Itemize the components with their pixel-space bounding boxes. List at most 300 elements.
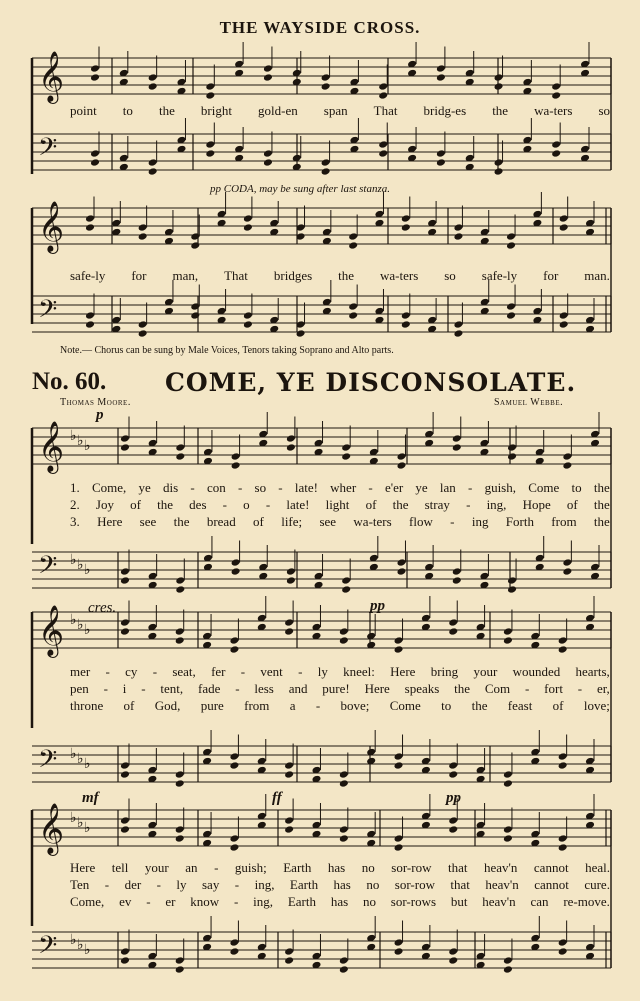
- note-head: [231, 567, 241, 576]
- flat-icon: ♭: [70, 932, 77, 948]
- lyric-syllable: sor-row: [394, 877, 435, 892]
- note-head: [175, 825, 185, 834]
- lyric-syllable: the: [157, 497, 174, 512]
- note-head: [175, 585, 185, 594]
- lyric-syllable: Here: [390, 664, 416, 679]
- note-head: [138, 320, 148, 329]
- note-head: [175, 636, 185, 645]
- note-head: [378, 149, 388, 158]
- note-head: [448, 816, 458, 825]
- lyric-syllable: Com: [484, 681, 511, 696]
- lyric-syllable: know: [190, 894, 220, 909]
- note-head: [284, 947, 294, 956]
- note-head: [229, 843, 239, 852]
- note-head: [339, 770, 349, 779]
- note-head: [229, 645, 239, 654]
- note-head: [348, 302, 358, 311]
- lyric-syllable: for: [543, 268, 559, 283]
- note-head: [562, 461, 572, 470]
- note-head: [190, 311, 200, 320]
- lyric-syllable: say: [202, 877, 220, 892]
- lyric-syllable: tell: [111, 860, 129, 875]
- lyric-syllable: -: [156, 877, 161, 892]
- note-head: [394, 947, 404, 956]
- note-head: [120, 567, 130, 576]
- note-head: [120, 825, 130, 834]
- lyric-syllable: the: [593, 497, 610, 512]
- lyric-syllable: Come,: [70, 894, 105, 909]
- note-head: [506, 302, 516, 311]
- lyric-syllable: the: [471, 698, 488, 713]
- lyric-syllable: That: [373, 103, 398, 118]
- lyric-syllable: er,: [596, 681, 610, 696]
- note-head: [448, 825, 458, 834]
- note-head: [339, 834, 349, 843]
- note-head: [394, 761, 404, 770]
- note-head: [394, 752, 404, 761]
- lyric-syllable: the: [158, 103, 175, 118]
- lyric-syllable: ye: [138, 480, 151, 495]
- lyric-syllable: Forth: [505, 514, 534, 529]
- lyric-syllable: -: [214, 860, 219, 875]
- lyric-syllable: Here: [364, 681, 390, 696]
- lyric-syllable: -: [368, 480, 373, 495]
- lyric-syllable: to: [441, 698, 452, 713]
- note-head: [138, 329, 148, 338]
- lyric-syllable: Come: [528, 480, 560, 495]
- note-head: [453, 320, 463, 329]
- lyric-syllable: e'er: [384, 480, 404, 495]
- lyric-syllable: safe-ly: [70, 268, 106, 283]
- flat-icon: ♭: [70, 612, 77, 628]
- note-head: [401, 214, 411, 223]
- lyric-syllable: i: [122, 681, 127, 696]
- note-head: [284, 618, 294, 627]
- lyric-syllable: Ten: [70, 877, 90, 892]
- note-head: [120, 443, 130, 452]
- note-head: [396, 452, 406, 461]
- note-head: [243, 223, 253, 232]
- note-head: [85, 223, 95, 232]
- note-head: [120, 761, 130, 770]
- lyric-syllable: Joy: [95, 497, 114, 512]
- note-head: [341, 576, 351, 585]
- lyric-syllable: sor-row: [391, 860, 432, 875]
- lyric-syllable: God,: [154, 698, 181, 713]
- lyric-syllable: cannot: [534, 877, 569, 892]
- note-head: [448, 770, 458, 779]
- note-head: [558, 636, 568, 645]
- note-head: [503, 779, 513, 788]
- lyric-syllable: has: [330, 894, 349, 909]
- lyric-syllable: the: [392, 497, 409, 512]
- lyric-syllable: the: [338, 268, 355, 283]
- lyric-syllable: -: [152, 664, 158, 679]
- lyric-syllable: -: [315, 698, 321, 713]
- lyric-syllable: bridges: [273, 268, 313, 283]
- lyric-syllable: sor-rows: [390, 894, 437, 909]
- coda-direction: pp CODA, may be sung after last stanza.: [210, 183, 390, 195]
- lyric-syllable: Come: [389, 698, 421, 713]
- note-head: [120, 956, 130, 965]
- note-head: [339, 956, 349, 965]
- lyric-syllable: bridg-es: [423, 103, 467, 118]
- note-head: [562, 452, 572, 461]
- note-head: [175, 452, 185, 461]
- note-head: [339, 627, 349, 636]
- note-head: [348, 241, 358, 250]
- flat-icon: ♭: [77, 751, 84, 767]
- note-head: [120, 627, 130, 636]
- lyric-syllable: Earth: [283, 860, 312, 875]
- note-head: [494, 73, 504, 82]
- note-head: [231, 461, 241, 470]
- note-head: [284, 825, 294, 834]
- lyric-syllable: of: [123, 698, 135, 713]
- lyric-syllable: ing,: [254, 877, 275, 892]
- lyric-syllable: your: [144, 860, 169, 875]
- note-head: [562, 558, 572, 567]
- lyric-syllable: of: [566, 497, 578, 512]
- note-head: [453, 329, 463, 338]
- wayside-lyrics-2: [70, 268, 610, 284]
- lyric-syllable: -: [222, 497, 228, 512]
- lyric-syllable: re-move.: [563, 894, 610, 909]
- note-head: [396, 558, 406, 567]
- lyric-syllable: -: [235, 681, 240, 696]
- note-head: [506, 232, 516, 241]
- hymn-number: No. 60.: [32, 368, 107, 395]
- poet-credit: Thomas Moore.: [60, 397, 131, 408]
- note-head: [229, 947, 239, 956]
- lyric-syllable: Come,: [91, 480, 127, 495]
- lyric-syllable: cure.: [584, 877, 610, 892]
- note-head: [321, 158, 331, 167]
- flat-icon: ♭: [77, 617, 84, 633]
- dynamic-cres: cres.: [88, 600, 117, 616]
- lyric-syllable: heal.: [585, 860, 610, 875]
- flat-icon: ♭: [70, 552, 77, 568]
- lyric-syllable: safe-ly: [481, 268, 518, 283]
- lyric-syllable: fort: [544, 681, 563, 696]
- lyric-syllable: can: [530, 894, 549, 909]
- lyric-syllable: late!: [294, 480, 318, 495]
- note-head: [321, 73, 331, 82]
- lyric-syllable: of: [253, 514, 264, 529]
- lyric-syllable: speaks: [404, 681, 440, 696]
- note-head: [452, 434, 462, 443]
- note-head: [286, 434, 296, 443]
- wayside-lyrics-1: [70, 103, 610, 119]
- lyric-syllable: but: [450, 894, 468, 909]
- note-head: [85, 311, 95, 320]
- note-head: [507, 585, 517, 594]
- lyric-syllable: fer: [211, 664, 226, 679]
- lyric-syllable: heav'n: [485, 877, 519, 892]
- lyric-syllable: that: [450, 877, 470, 892]
- note-head: [559, 320, 569, 329]
- lyric-syllable: heav'n: [484, 860, 518, 875]
- note-head: [284, 816, 294, 825]
- note-head: [453, 223, 463, 232]
- lyric-syllable: ing,: [253, 894, 274, 909]
- note-head: [284, 956, 294, 965]
- lyric-syllable: the: [593, 480, 610, 495]
- bass-clef-icon: 𝄢: [38, 931, 58, 966]
- note-head: [559, 214, 569, 223]
- lyric-syllable: -: [141, 681, 146, 696]
- note-head: [175, 956, 185, 965]
- note-head: [341, 585, 351, 594]
- note-head: [558, 752, 568, 761]
- lyric-syllable: ing,: [486, 497, 507, 512]
- note-head: [394, 938, 404, 947]
- dynamic-ff: ff: [272, 790, 282, 806]
- note-head: [205, 91, 215, 100]
- note-head: [263, 73, 273, 82]
- note-head: [321, 167, 331, 176]
- verse-1-line-3: [70, 860, 610, 876]
- note-head: [551, 149, 561, 158]
- note-head: [436, 149, 446, 158]
- lyric-syllable: bread: [206, 514, 236, 529]
- lyric-syllable: see: [139, 514, 157, 529]
- lyric-syllable: ly: [176, 877, 187, 892]
- note-head: [562, 567, 572, 576]
- lyric-syllable: pure: [200, 698, 224, 713]
- note-head: [558, 761, 568, 770]
- lyric-syllable: has: [333, 877, 351, 892]
- dynamic-pp-2: pp: [446, 790, 461, 806]
- note-head: [503, 956, 513, 965]
- lyric-syllable: pure!: [322, 681, 350, 696]
- bass-clef-icon: 𝄢: [38, 133, 58, 168]
- hymn-title: COME, YE DISCONSOLATE.: [165, 368, 577, 397]
- lyric-syllable: der: [124, 877, 142, 892]
- note-head: [507, 452, 517, 461]
- note-head: [243, 214, 253, 223]
- note-head: [120, 816, 130, 825]
- lyric-syllable: that: [447, 860, 468, 875]
- lyric-syllable: That: [224, 268, 248, 283]
- note-head: [558, 834, 568, 843]
- treble-clef-icon: 𝄞: [38, 421, 65, 472]
- note-head: [559, 223, 569, 232]
- lyric-syllable: a: [289, 698, 296, 713]
- note-head: [507, 443, 517, 452]
- lyric-syllable: 1.: [70, 480, 80, 495]
- verse-1-line-2: [70, 664, 610, 680]
- lyric-syllable: ing: [471, 514, 489, 529]
- lyric-syllable: -: [278, 480, 283, 495]
- note-head: [503, 965, 513, 974]
- lyric-syllable: no: [362, 894, 376, 909]
- note-head: [378, 91, 388, 100]
- lyric-syllable: -: [190, 480, 195, 495]
- note-head: [506, 311, 516, 320]
- note-head: [394, 834, 404, 843]
- flat-icon: ♭: [70, 428, 77, 444]
- note-head: [436, 64, 446, 73]
- note-head: [175, 770, 185, 779]
- note-head: [494, 167, 504, 176]
- note-head: [341, 443, 351, 452]
- dynamic-pp-1: pp: [370, 598, 385, 614]
- note-head: [394, 645, 404, 654]
- note-head: [284, 761, 294, 770]
- note-head: [339, 965, 349, 974]
- note-head: [378, 140, 388, 149]
- lyric-syllable: 3.: [70, 514, 80, 529]
- note-head: [348, 311, 358, 320]
- note-head: [229, 938, 239, 947]
- lyric-syllable: bove;: [340, 698, 370, 713]
- note-head: [205, 82, 215, 91]
- lyric-syllable: flow: [409, 514, 433, 529]
- lyric-syllable: -: [237, 480, 243, 495]
- lyric-syllable: vent: [260, 664, 283, 679]
- note-head: [263, 149, 273, 158]
- lyric-syllable: stray: [424, 497, 450, 512]
- note-head: [503, 770, 513, 779]
- note-head: [85, 214, 95, 223]
- verse-1-line-1: [70, 480, 610, 496]
- note-head: [551, 91, 561, 100]
- note-head: [558, 947, 568, 956]
- lyric-syllable: lan: [439, 480, 456, 495]
- lyric-syllable: from: [244, 698, 270, 713]
- note-head: [558, 843, 568, 852]
- lyric-syllable: late!: [286, 497, 310, 512]
- note-head: [339, 636, 349, 645]
- lyric-syllable: to: [571, 480, 582, 495]
- lyric-syllable: heav'n: [482, 894, 516, 909]
- note-head: [448, 956, 458, 965]
- dynamic-p: p: [96, 407, 104, 423]
- lyric-syllable: fade: [197, 681, 221, 696]
- note-head: [378, 82, 388, 91]
- note-head: [394, 843, 404, 852]
- lyric-syllable: your: [473, 664, 498, 679]
- lyric-syllable: man.: [584, 268, 610, 283]
- note-head: [494, 82, 504, 91]
- note-head: [263, 158, 273, 167]
- lyric-syllable: Earth: [287, 894, 316, 909]
- flat-icon: ♭: [84, 622, 91, 638]
- note-head: [286, 567, 296, 576]
- note-head: [339, 779, 349, 788]
- dynamic-mf: mf: [82, 790, 99, 806]
- note-head: [175, 779, 185, 788]
- note-head: [263, 64, 273, 73]
- note-head: [452, 443, 462, 452]
- lyric-syllable: life;: [281, 514, 303, 529]
- lyric-syllable: -: [298, 664, 303, 679]
- lyric-syllable: bring: [430, 664, 459, 679]
- flat-icon: ♭: [77, 815, 84, 831]
- note-head: [90, 64, 100, 73]
- lyric-syllable: -: [525, 681, 530, 696]
- lyric-syllable: the: [173, 514, 190, 529]
- lyric-syllable: from: [551, 514, 577, 529]
- note-head: [506, 241, 516, 250]
- lyric-syllable: guish,: [484, 480, 516, 495]
- note-head: [452, 576, 462, 585]
- lyric-syllable: wher: [330, 480, 357, 495]
- lyric-syllable: -: [466, 497, 471, 512]
- treble-clef-icon: 𝄞: [38, 803, 65, 854]
- verse-3-line-1: [70, 514, 610, 530]
- lyric-syllable: feast: [507, 698, 533, 713]
- lyric-syllable: love;: [583, 698, 610, 713]
- lyric-syllable: -: [234, 877, 240, 892]
- note-head: [243, 320, 253, 329]
- lyric-syllable: cannot: [533, 860, 569, 875]
- note-head: [448, 947, 458, 956]
- lyric-syllable: -: [468, 480, 473, 495]
- flat-icon: ♭: [77, 937, 84, 953]
- lyric-syllable: point: [70, 103, 97, 118]
- note-head: [396, 461, 406, 470]
- note-head: [175, 627, 185, 636]
- lyric-syllable: so: [254, 480, 267, 495]
- lyric-syllable: of: [365, 497, 377, 512]
- lyric-syllable: Here: [97, 514, 123, 529]
- verse-2-line-3: [70, 877, 610, 893]
- lyric-syllable: no: [366, 877, 380, 892]
- note-head: [284, 627, 294, 636]
- note-head: [175, 443, 185, 452]
- note-head: [148, 73, 158, 82]
- lyric-syllable: -: [104, 877, 110, 892]
- bass-clef-icon: 𝄢: [38, 295, 58, 330]
- flat-icon: ♭: [84, 820, 91, 836]
- lyric-syllable: ly: [317, 664, 328, 679]
- note-head: [558, 645, 568, 654]
- lyric-syllable: no: [361, 860, 375, 875]
- lyric-syllable: the: [454, 681, 471, 696]
- lyric-syllable: er: [165, 894, 176, 909]
- note-head: [190, 232, 200, 241]
- note-head: [138, 232, 148, 241]
- note-head: [229, 834, 239, 843]
- lyric-syllable: -: [265, 497, 271, 512]
- lyric-syllable: kneel:: [343, 664, 375, 679]
- note-head: [394, 636, 404, 645]
- note-head: [453, 232, 463, 241]
- note-head: [190, 241, 200, 250]
- note-head: [286, 576, 296, 585]
- note-head: [339, 825, 349, 834]
- note-head: [90, 149, 100, 158]
- lyric-syllable: -: [450, 514, 455, 529]
- flat-icon: ♭: [70, 810, 77, 826]
- lyric-syllable: pen: [70, 681, 89, 696]
- note-head: [396, 567, 406, 576]
- lyric-syllable: -: [146, 894, 151, 909]
- note-head: [175, 834, 185, 843]
- lyric-syllable: tent,: [160, 681, 184, 696]
- lyric-syllable: wounded: [512, 664, 561, 679]
- note-head: [229, 761, 239, 770]
- note-head: [503, 834, 513, 843]
- flat-icon: ♭: [84, 438, 91, 454]
- note-head: [507, 576, 517, 585]
- lyric-syllable: ye: [415, 480, 428, 495]
- lyric-syllable: so: [598, 103, 610, 118]
- note-head: [401, 320, 411, 329]
- note-head: [120, 947, 130, 956]
